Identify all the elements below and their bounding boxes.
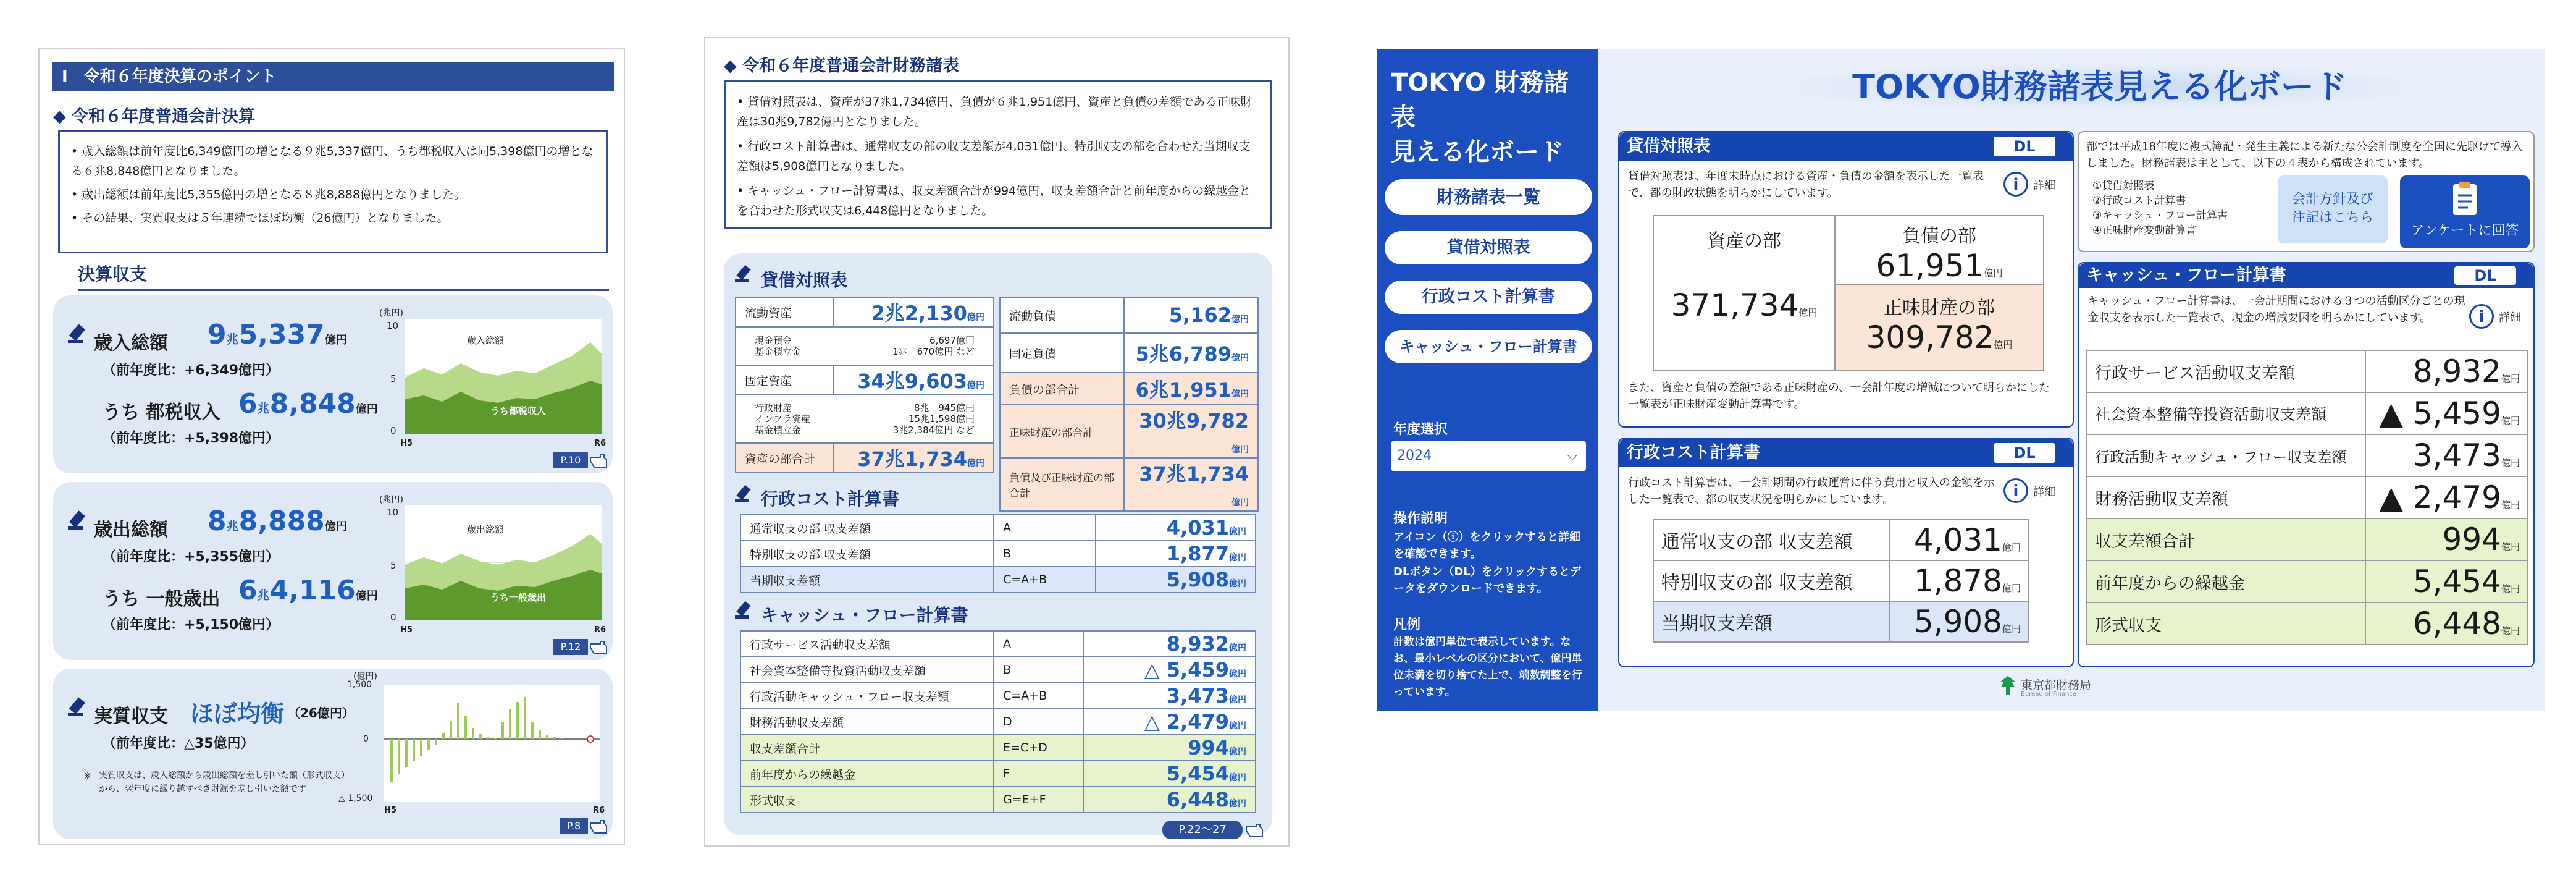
bs-desc: 貸借対照表は、年度末時点における資産・負債の金額を表示した一覧表で、都の財政状態を明らかにしています。	[1628, 170, 1984, 200]
bs-assets-cell	[1653, 216, 1835, 370]
mid-cf-row-value: 8,932億円	[1083, 631, 1256, 657]
bs-net-value: 309,782億円	[1866, 319, 2013, 355]
pencil-icon	[67, 696, 91, 718]
expenditure-sub-value: 6兆4,116億円	[238, 575, 378, 606]
mid-cf-row-code: B	[994, 657, 1083, 683]
mid-cf-title: キャッシュ・フロー計算書	[761, 605, 968, 625]
left-sub-title: ◆ 令和６年度普通会計決算	[53, 107, 256, 126]
cf-row-label: 財務活動収支差額	[2087, 476, 2365, 518]
mid-cf-row-value: 6,448億円	[1083, 787, 1256, 813]
expenditure-page-ref[interactable]: P.12	[553, 639, 588, 655]
left-page	[38, 48, 625, 845]
revenue-value: 9兆5,337億円	[208, 319, 347, 350]
middle-bullet-3: • キャッシュ・フロー計算書は、収支差額合計が994億円、収支差額合計と前年度からの繰越金とを合わせた形式収支は6,448億円となりました。	[737, 184, 1251, 218]
intro-item-1: ①貸借対照表	[2092, 180, 2155, 192]
help-text-1: アイコン（ⓘ）をクリックすると詳細を確認できます。	[1393, 531, 1580, 560]
pencil-icon	[67, 323, 91, 345]
info-icon[interactable]: i	[2469, 304, 2494, 329]
mid-bs-fixed-assets-val: 34兆9,603億円	[834, 365, 994, 395]
cf-row-value: 6,448億円	[2365, 602, 2528, 645]
mid-pl-row-label: 特別収支の部 収支差額	[740, 541, 994, 567]
revenue-tick-10: 10	[387, 320, 399, 331]
balance-title: 決算収支	[78, 261, 609, 291]
net-note-mark: ※	[84, 771, 91, 781]
legend-title: 凡例	[1393, 617, 1421, 633]
cf-card-header	[2079, 263, 2533, 288]
bs-net-label: 正味財産の部	[1884, 297, 1995, 319]
help-title: 操作説明	[1393, 511, 1448, 526]
mid-cf-row-value: △ 2,479億円	[1083, 709, 1256, 735]
pl-card	[1618, 438, 2074, 667]
bs-liab-value: 61,951億円	[1876, 248, 2003, 284]
bs-card	[1618, 131, 2074, 428]
hand-pointer-icon[interactable]	[588, 635, 609, 656]
net-chart-unit: (億円)	[353, 672, 377, 682]
footer-logo-text: 東京都財務局	[2021, 678, 2092, 692]
net-label: 実質収支	[94, 706, 168, 727]
expenditure-yoy: （前年度比：+5,355億円）	[103, 549, 280, 565]
clipboard-icon	[2451, 180, 2479, 218]
cf-row-label: 行政サービス活動収支差額	[2087, 350, 2365, 392]
net-tick-mid: 0	[363, 734, 369, 744]
bs-summary-table	[1653, 215, 2044, 371]
pencil-icon	[734, 483, 756, 504]
middle-title: ◆ 令和６年度普通会計財務諸表	[724, 56, 960, 75]
intro-item-3: ③キャッシュ・フロー計算書	[2092, 209, 2228, 222]
net-note: 実質収支は、歳入総額から歳出総額を差し引いた額（形式収支）から、翌年度に繰り越すべき財源を差し引いた額です。	[99, 771, 345, 794]
pl-row-value: 1,878億円	[1889, 560, 2029, 601]
hand-pointer-icon[interactable]	[588, 449, 609, 470]
dashboard	[1377, 49, 2545, 711]
mid-bs-current-liab-val: 5,162億円	[1124, 297, 1258, 333]
cf-card-title: キャッシュ・フロー計算書	[2086, 266, 2286, 285]
revenue-area-label-2: うち都税収入	[490, 405, 547, 416]
expenditure-tick-5: 5	[390, 560, 396, 571]
pl-dl-button[interactable]: DL	[1994, 443, 2055, 463]
middle-bullets-box	[724, 80, 1272, 229]
expenditure-value: 8兆8,888億円	[208, 505, 347, 537]
mid-bs-cash-detail: 現金預金 基金積立金 6,697億円 1兆 670億円 など	[736, 327, 994, 365]
sidebar-title: TOKYO 財務諸表 見える化ボード	[1391, 69, 1569, 166]
mid-bs-title: 貸借対照表	[761, 270, 848, 290]
pl-detail-link[interactable]: 詳細	[2033, 486, 2055, 499]
mid-bs-fixed-assets: 固定資産	[736, 365, 834, 395]
hand-pointer-icon[interactable]	[588, 814, 609, 835]
bs-footer: また、資産と負債の差額である正味財産の、一会計年度の増減について明らかにした一覧表が正味財産変動計算書です。	[1628, 381, 2050, 411]
net-x-start: H5	[384, 806, 396, 815]
pl-card-header	[1619, 439, 2073, 467]
cf-row-value: 8,932億円	[2365, 350, 2528, 392]
mid-pl-row-value: 5,908億円	[1096, 567, 1256, 593]
net-balance-panel	[53, 669, 613, 839]
mid-cf-row-code: A	[994, 631, 1083, 657]
net-bar-chart	[384, 685, 600, 802]
expenditure-tick-10: 10	[387, 507, 399, 518]
revenue-x-start: H5	[400, 439, 413, 448]
mid-cf-row-value: △ 5,459億円	[1083, 657, 1256, 683]
mid-cf-row-label: 前年度からの繰越金	[740, 761, 994, 787]
hand-pointer-icon[interactable]	[1244, 818, 1265, 839]
expenditure-area-label-2: うち一般歳出	[490, 592, 547, 603]
bs-net-cell	[1835, 285, 2044, 370]
year-select[interactable]	[1391, 441, 1586, 471]
mid-cf-row-code: C=A+B	[994, 683, 1083, 709]
pencil-icon	[67, 509, 91, 531]
net-tick-top: 1,500	[347, 680, 372, 690]
expenditure-area-label-1: 歳出総額	[467, 524, 505, 535]
intro-card	[2078, 131, 2535, 252]
legend-text: 計数は億円単位で表示しています。なお、最小レベルの区分において、億円単位未満を切り捨てた上で、端数調整を行っています。	[1393, 636, 1582, 698]
pl-row-value: 4,031億円	[1889, 520, 2029, 560]
bs-detail-link[interactable]: 詳細	[2033, 179, 2055, 192]
revenue-label: 歳入総額	[94, 332, 168, 354]
net-value-note: （26億円）	[288, 706, 355, 721]
revenue-sub-yoy: （前年度比：+5,398億円）	[103, 431, 280, 446]
mid-bs-current-assets-val: 2兆2,130億円	[834, 297, 994, 327]
middle-bullet-1: • 貸借対照表は、資産が37兆1,734億円、負債が６兆1,951億円、資産と負債の差額である正味財産は30兆9,782億円となりました。	[737, 95, 1252, 129]
mid-bs-total-assets-val: 37兆1,734億円	[834, 443, 994, 473]
bs-dl-button[interactable]: DL	[1994, 137, 2055, 156]
mid-bs-fixed-liab-val: 5兆6,789億円	[1124, 333, 1258, 373]
tokyo-logo-icon	[1999, 675, 2017, 696]
mid-cf-row-label: 社会資本整備等投資活動収支差額	[740, 657, 994, 683]
revenue-sub-label: うち 都税収入	[103, 402, 220, 423]
mid-bs-right	[999, 297, 1259, 512]
expenditure-tick-0: 0	[390, 612, 396, 623]
mid-cf-row-label: 財務活動収支差額	[740, 709, 994, 735]
mid-cf-row-code: F	[994, 761, 1083, 787]
expenditure-chart-unit: (兆円)	[379, 495, 403, 505]
mid-bs-liab-net-total-val: 37兆1,734億円	[1124, 458, 1258, 511]
revenue-page-ref[interactable]: P.10	[553, 452, 588, 468]
chevron-down-icon: ⌵	[1567, 448, 1577, 463]
mid-bs-liab-total-val: 6兆1,951億円	[1124, 373, 1258, 405]
cf-row-value: 3,473億円	[2365, 434, 2528, 476]
cf-summary-table	[2086, 350, 2528, 645]
cf-row-value: ▲ 5,459億円	[2365, 392, 2528, 434]
left-bullet-1: • 歳入総額は前年度比6,349億円の増となる９兆5,337億円、うち都税収入は同5,398億円の増となる６兆8,848億円となりました。	[71, 145, 594, 178]
left-bullet-2: • 歳出総額は前年度比5,355億円の増となる８兆8,888億円となりました。	[71, 188, 466, 201]
mid-pl-row-code: A	[994, 515, 1096, 541]
dashboard-sidebar	[1377, 49, 1598, 711]
cf-desc: キャッシュ・フロー計算書は、一会計期間における３つの活動区分ごとの現金収支を表示した一覧表で、現金の増減要因を明らかにしています。	[2087, 295, 2465, 324]
mid-pl-title: 行政コスト計算書	[761, 489, 900, 509]
mid-pl-row-value: 1,877億円	[1096, 541, 1256, 567]
info-icon[interactable]: i	[2003, 478, 2028, 503]
mid-cf-row-code: G=E+F	[994, 787, 1083, 813]
bs-assets-value: 371,734億円	[1671, 287, 1818, 323]
pl-summary-table	[1653, 519, 2029, 643]
dashboard-main-title: TOKYO財務諸表見える化ボード	[1760, 62, 2440, 112]
bs-liab-label: 負債の部	[1902, 226, 1976, 247]
bs-card-header	[1619, 132, 2073, 161]
cf-detail-link[interactable]: 詳細	[2499, 311, 2521, 324]
pl-row-label: 当期収支差額	[1653, 601, 1889, 642]
mid-pl-row-code: B	[994, 541, 1096, 567]
mid-cf-row-value: 3,473億円	[1083, 683, 1256, 709]
mid-cf-row-code: D	[994, 709, 1083, 735]
mid-bs-liab-net-total: 負債及び正味財産の部合計	[1000, 458, 1124, 511]
intro-text: 都では平成18年度に複式簿記・発生主義による新たな公会計制度を全国に先駆けて導入しました。財務諸表は主として、以下の４表から構成されています。	[2086, 140, 2523, 170]
revenue-tick-0: 0	[390, 425, 396, 436]
help-text-2: DLボタン（DL）をクリックするとデータをダウンロードできます。	[1393, 565, 1582, 595]
cf-dl-button[interactable]: DL	[2454, 266, 2516, 285]
cf-row-label: 収支差額合計	[2087, 518, 2365, 560]
expenditure-panel	[53, 482, 613, 660]
revenue-tick-5: 5	[390, 373, 396, 384]
mid-cf-table	[740, 630, 1256, 813]
cf-row-label: 形式収支	[2087, 602, 2365, 645]
bs-assets-label: 資産の部	[1707, 230, 1781, 252]
nav-statements-list-button[interactable]: 財務諸表一覧	[1385, 179, 1592, 215]
pl-row-label: 通常収支の部 収支差額	[1653, 520, 1889, 560]
revenue-area-label-1: 歳入総額	[467, 335, 505, 346]
net-x-end: R6	[593, 806, 605, 815]
revenue-chart-unit: (兆円)	[379, 308, 403, 318]
mid-bs-liab-table	[999, 297, 1259, 512]
mid-bs-liab-total: 負債の部合計	[1000, 373, 1124, 405]
middle-bullet-2: • 行政コスト計算書は、通常収支の部の収支差額が4,031億円、特別収支の部を合わせた当期収支差額は5,908億円となりました。	[737, 140, 1251, 173]
mid-bs-fixed-liab: 固定負債	[1000, 333, 1124, 373]
expenditure-x-start: H5	[400, 625, 413, 635]
pencil-icon	[734, 263, 756, 284]
middle-page-ref[interactable]: P.22～27	[1162, 821, 1243, 839]
nav-cashflow-button[interactable]: キャッシュ・フロー計算書	[1385, 330, 1592, 363]
mid-bs-assets-table	[735, 297, 994, 473]
survey-button[interactable]	[2400, 175, 2530, 248]
mid-cf-row-label: 行政活動キャッシュ・フロー収支差額	[740, 683, 994, 709]
pl-row-value: 5,908億円	[1889, 601, 2029, 642]
net-value: ほぼ均衡	[190, 700, 285, 727]
nav-cost-statement-button[interactable]: 行政コスト計算書	[1385, 281, 1592, 314]
bs-card-title: 貸借対照表	[1627, 137, 1710, 156]
mid-cf-row-label: 行政サービス活動収支差額	[740, 631, 994, 657]
net-tick-bot: △ 1,500	[338, 793, 373, 803]
left-bullets-box	[58, 130, 608, 253]
left-bullet-3: • その結果、実質収支は５年連続でほぼ均衡（26億円）となりました。	[71, 211, 449, 225]
year-select-label: 年度選択	[1393, 422, 1448, 438]
cf-row-value: ▲ 2,479億円	[2365, 476, 2528, 518]
mid-cf-row-value: 5,454億円	[1083, 761, 1256, 787]
cf-card	[2078, 262, 2535, 667]
mid-pl-row-value: 4,031億円	[1096, 515, 1256, 541]
nav-balance-sheet-button[interactable]: 貸借対照表	[1385, 231, 1592, 264]
mid-bs-current-liab: 流動負債	[1000, 297, 1124, 333]
cf-row-label: 行政活動キャッシュ・フロー収支差額	[2087, 434, 2365, 476]
mid-pl-row-label: 通常収支の部 収支差額	[740, 515, 994, 541]
mid-bs-current-assets: 流動資産	[736, 297, 834, 327]
mid-cf-row-label: 形式収支	[740, 787, 994, 813]
info-icon[interactable]: i	[2003, 172, 2028, 197]
year-select-value: 2024	[1397, 448, 1432, 463]
pl-card-title: 行政コスト計算書	[1627, 443, 1760, 462]
cf-row-value: 994億円	[2365, 518, 2528, 560]
middle-page	[704, 37, 1290, 847]
net-yoy: （前年度比：△35億円）	[103, 736, 254, 751]
intro-item-2: ②行政コスト計算書	[2092, 195, 2186, 207]
mid-cf-row-code: E=C+D	[994, 735, 1083, 761]
pl-desc: 行政コスト計算書は、一会計期間の行政運営に伴う費用と収入の金額を示した一覧表で、都の収支状況を明らかにしています。	[1628, 476, 1995, 506]
mid-bs-left	[735, 297, 994, 473]
net-page-ref[interactable]: P.8	[560, 818, 588, 834]
revenue-x-end: R6	[594, 439, 606, 448]
expenditure-x-end: R6	[594, 625, 606, 635]
mid-bs-fixed-detail: 行政財産 インフラ資産 基金積立金 8兆 945億円 15兆1,598億円 3兆2,384億円 など	[736, 395, 994, 443]
pencil-icon	[734, 599, 756, 620]
footer-logo-subtext: Bureau of Finance	[2021, 691, 2076, 698]
revenue-sub-value: 6兆8,848億円	[238, 388, 378, 420]
intro-item-4: ④正味財産変動計算書	[2092, 224, 2197, 237]
cf-row-value: 5,454億円	[2365, 560, 2528, 602]
bs-liab-cell	[1835, 216, 2044, 285]
expenditure-sub-yoy: （前年度比：+5,150億円）	[103, 617, 280, 633]
revenue-panel	[53, 295, 613, 473]
expenditure-label: 歳出総額	[94, 519, 168, 541]
survey-button-label: アンケートに回答	[2410, 223, 2519, 239]
pl-row-label: 特別収支の部 収支差額	[1653, 560, 1889, 601]
mid-cf-row-value: 994億円	[1083, 735, 1256, 761]
expenditure-sub-label: うち 一般歳出	[103, 588, 220, 610]
mid-pl-row-label: 当期収支差額	[740, 567, 994, 593]
mid-pl-row-code: C=A+B	[994, 567, 1096, 593]
mid-cf-row-label: 収支差額合計	[740, 735, 994, 761]
cf-row-label: 社会資本整備等投資活動収支差額	[2087, 392, 2365, 434]
cf-row-label: 前年度からの繰越金	[2087, 560, 2365, 602]
revenue-yoy: （前年度比：+6,349億円）	[103, 363, 280, 378]
policy-notes-button[interactable]: 会計方針及び 注記はこちら	[2278, 175, 2388, 243]
mid-bs-total-assets: 資産の部合計	[736, 443, 834, 473]
mid-bs-net-assets: 正味財産の部合計	[1000, 405, 1124, 458]
left-section-title: Ⅰ 令和６年度決算のポイント	[52, 62, 614, 91]
mid-bs-net-assets-val: 30兆9,782億円	[1124, 405, 1258, 458]
mid-pl-table	[740, 514, 1256, 593]
